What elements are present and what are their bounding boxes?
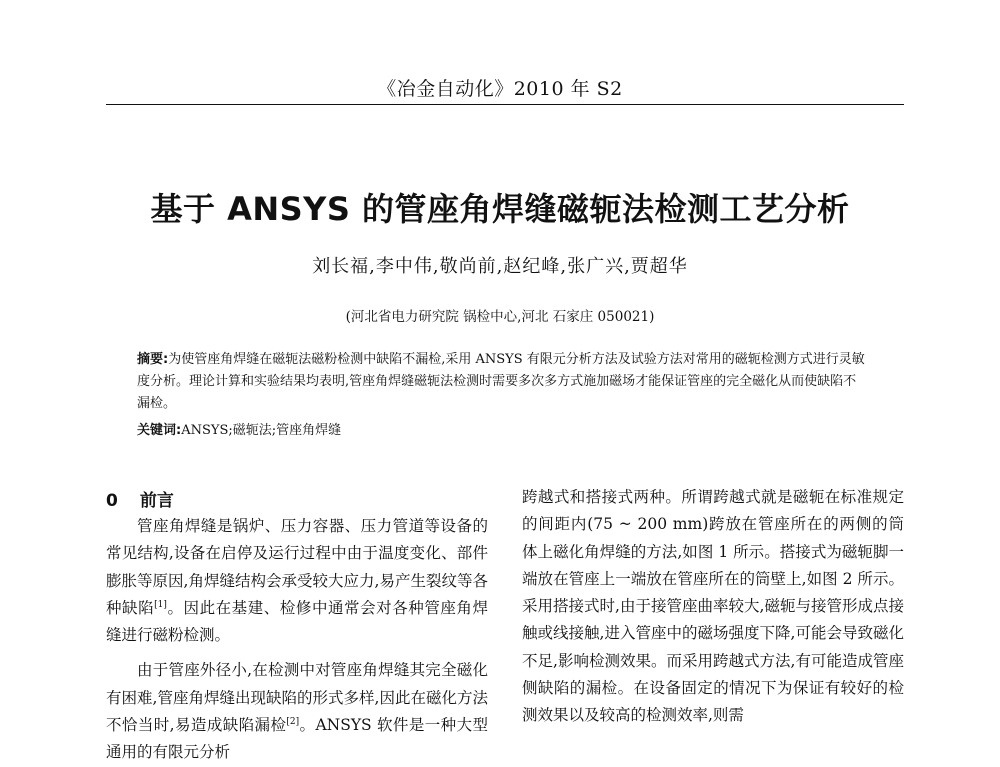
- section-title: 前言: [139, 491, 174, 511]
- body-paragraph-2: [106, 657, 488, 766]
- journal-running-head: 《冶金自动化》2010 年 S2: [377, 78, 623, 100]
- author-list: 刘长福,李中伟,敬尚前,赵纪峰,张广兴,贾超华: [312, 256, 688, 277]
- body-paragraph-right: 跨越式和搭接式两种。所谓跨越式就是磁轭在标准规定的间距内(75 ~ 200 mm)跨放在管座所在的两侧的筒体上磁化角焊缝的方法,如图 1 所示。搭接式为磁轭脚一端放在管座上一端放在管座所在的筒壁上,如图 2 所示。采用搭接式时,由于接管座曲率较大,磁轭与接管形成点接触或线接触,进入管座中的磁场强度下降,可能会导致磁化不足,影响检测效果。而采用跨越式方法,有可能造成管座侧缺陷的漏检。在设备固定的情况下为保证有较好的检测效果以及较高的检测效率,则需: [522, 488, 904, 725]
- affiliation: (河北省电力研究院 锅检中心,河北 石家庄 050021): [345, 309, 655, 325]
- paragraph-2-tail: 。ANSYS 软件是一种大型通用的有限元分析: [106, 716, 488, 762]
- citation-2: [2]: [286, 716, 300, 727]
- body-paragraph-1: [106, 513, 488, 649]
- header-rule: [106, 104, 904, 105]
- abstract-label: 摘要:: [137, 352, 169, 367]
- section-number: 0: [106, 491, 118, 511]
- paragraph-2-text: 由于管座外径小,在检测中对管座角焊缝其完全磁化有困难,管座角焊缝出现缺陷的形式多样,因此在磁化方法不恰当时,易造成缺陷漏检: [106, 661, 488, 735]
- paper-title: 基于 ANSYS 的管座角焊缝磁轭法检测工艺分析: [150, 190, 850, 228]
- paragraph-1-text: 管座角焊缝是锅炉、压力容器、压力管道等设备的常见结构,设备在启停及运行过程中由于温度变化、部件膨胀等原因,角焊缝结构会承受较大应力,易产生裂纹等各种缺陷: [106, 517, 488, 617]
- abstract: [137, 349, 867, 415]
- keywords: [137, 420, 867, 442]
- citation-1: [1]: [154, 599, 167, 610]
- right-column: [522, 484, 904, 730]
- keywords-text: ANSYS;磁轭法;管座角焊缝: [181, 423, 342, 438]
- section-heading: [106, 486, 174, 511]
- left-column: [106, 513, 488, 767]
- keywords-label: 关键词:: [137, 423, 182, 438]
- abstract-text: 为使管座角焊缝在磁轭法磁粉检测中缺陷不漏检,采用 ANSYS 有限元分析方法及试验方法对常用的磁轭检测方式进行灵敏度分析。理论计算和实验结果均表明,管座角焊缝磁轭法检测时需要多次多方式施加磁场才能保证管座的完全磁化从而使缺陷不漏检。: [137, 352, 865, 411]
- paragraph-1-tail: 。因此在基建、检修中通常会对各种管座角焊缝进行磁粉检测。: [106, 598, 488, 645]
